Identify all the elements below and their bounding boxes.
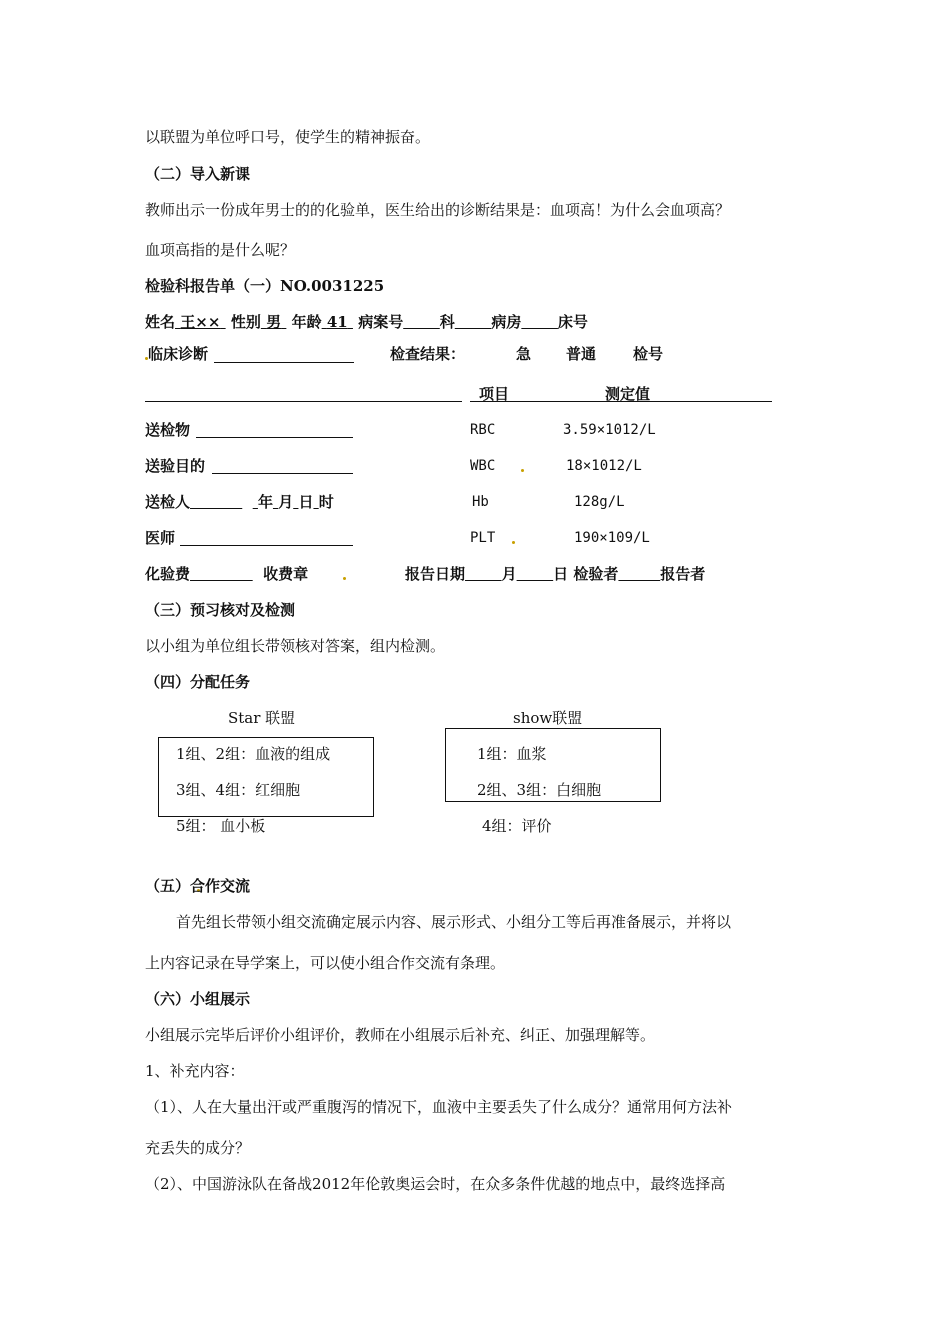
doctor-blank	[180, 545, 353, 546]
header-rule-left	[145, 401, 462, 402]
section-heading-5: （五）合作交流	[145, 877, 251, 895]
show-league-item: 2组、3组：白细胞	[477, 781, 602, 799]
result-value: 128g/L	[574, 494, 625, 510]
month-label: 月	[278, 493, 294, 511]
header-rule-right	[470, 401, 772, 402]
sender-label: 送检人	[145, 493, 191, 511]
reporter-label: 报告者	[660, 565, 706, 583]
show-league-item: 1组：血浆	[477, 745, 547, 763]
result-item: PLT	[470, 530, 496, 546]
name-value: 王××	[180, 313, 221, 331]
sec3-paragraph: 以小组为单位组长带领核对答案，组内检测。	[145, 637, 446, 655]
question-2-line-1: （2）、中国游泳队在备战2012年伦敦奥运会时，在众多条件优越的地点中，最终选择高	[145, 1175, 726, 1193]
star-league-item: 1组、2组：血液的组成	[176, 745, 331, 763]
result-item: RBC	[470, 422, 496, 438]
age-value: 41	[326, 313, 348, 331]
section-heading-4: （四）分配任务	[145, 673, 251, 691]
result-value: 190×109/L	[574, 530, 650, 546]
check-number-label: 检号	[633, 345, 664, 363]
specimen-label: 送检物	[145, 421, 191, 439]
name-label: 姓名	[145, 313, 176, 331]
sec2-paragraph-2: 血项高指的是什么呢？	[145, 241, 296, 259]
sender-blank	[190, 493, 242, 511]
mark-dot	[343, 577, 346, 580]
day-label: 日	[298, 493, 314, 511]
gender-value: 男	[266, 313, 282, 331]
report-patient-row	[145, 312, 588, 332]
sec6-paragraph: 小组展示完毕后评价小组评价，教师在小组展示后补充、纠正、加强理解等。	[145, 1026, 656, 1044]
sec5-paragraph-line-2: 上内容记录在导学案上，可以使小组合作交流有条理。	[145, 954, 506, 972]
star-league-title: Star 联盟	[228, 709, 296, 727]
mark-dot	[512, 541, 515, 544]
show-league-title: show联盟	[513, 709, 583, 727]
supplement-heading: 1、补充内容：	[145, 1062, 245, 1080]
rd-day: 日	[553, 565, 569, 583]
stamp-label: 收费章	[263, 565, 309, 583]
specimen-blank	[196, 437, 353, 438]
hour-label: 时	[318, 493, 334, 511]
examiner-label: 检验者	[573, 565, 619, 583]
result-item: Hb	[472, 494, 489, 510]
fee-label: 化验费	[145, 565, 191, 583]
fee-row	[145, 564, 308, 584]
bed-label: 床号	[557, 313, 588, 331]
case-label: 病案号	[358, 313, 404, 331]
star-league-extra: 5组： 血小板	[176, 817, 266, 835]
star-league-item: 3组、4组：红细胞	[176, 781, 301, 799]
question-1-line-1: （1）、人在大量出汗或严重腹泻的情况下，血液中主要丢失了什么成分？通常用何方法补	[145, 1098, 733, 1116]
show-league-extra: 4组：评价	[482, 817, 552, 835]
result-item: WBC	[470, 458, 496, 474]
sec2-paragraph-1: 教师出示一份成年男士的的化验单，医生给出的诊断结果是：血项高！为什么会血项高？	[145, 201, 731, 219]
urgent-label: 急	[516, 345, 532, 363]
year-label: 年	[257, 493, 273, 511]
ward-label: 病房	[491, 313, 522, 331]
age-label: 年龄	[291, 313, 322, 331]
intro-line: 以联盟为单位呼口号，使学生的精神振奋。	[145, 128, 431, 146]
column-value: 测定值	[605, 385, 651, 403]
purpose-label: 送验目的	[145, 457, 206, 475]
rd-blank-1	[465, 565, 502, 583]
diagnosis-blank	[214, 362, 354, 363]
report-title: 检验科报告单（一）NO.0031225	[145, 277, 385, 295]
fee-blank	[190, 565, 253, 583]
result-value: 3.59×1012/L	[563, 422, 656, 438]
question-1-line-2: 充丢失的成分？	[145, 1139, 251, 1157]
column-item: 项目	[479, 385, 510, 403]
section-heading-3: （三）预习核对及检测	[145, 601, 296, 619]
ward-blank	[521, 313, 558, 331]
case-blank	[403, 313, 440, 331]
section-heading-6: （六）小组展示	[145, 990, 251, 1008]
examiner-blank	[618, 565, 660, 583]
gender-label: 性别	[230, 313, 261, 331]
result-label: 检查结果：	[390, 345, 466, 363]
report-date-row	[405, 564, 705, 584]
dept-blank	[455, 313, 492, 331]
report-date-label: 报告日期	[405, 565, 466, 583]
purpose-blank	[212, 473, 353, 474]
mark-dot	[521, 469, 524, 472]
sec5-paragraph-line-1: 首先组长带领小组交流确定展示内容、展示形式、小组分工等后再准备展示，并将以	[176, 913, 732, 931]
result-value: 18×1012/L	[566, 458, 642, 474]
dept-label: 科	[439, 313, 455, 331]
rd-month: 月	[501, 565, 517, 583]
diagnosis-label: 临床诊断	[148, 345, 209, 363]
normal-label: 普通	[566, 345, 597, 363]
section-heading-2: （二）导入新课	[145, 165, 251, 183]
doctor-label: 医师	[145, 529, 176, 547]
sender-row	[145, 492, 334, 512]
rd-blank-2	[517, 565, 554, 583]
